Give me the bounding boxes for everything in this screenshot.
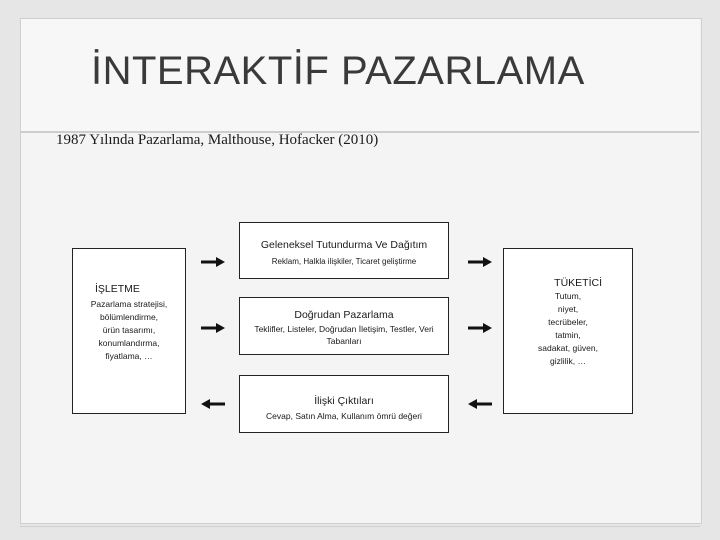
right-arrow-icon [467, 256, 493, 268]
business-line: ürün tasarımı, [102, 325, 156, 335]
consumer-line: niyet, [557, 304, 579, 314]
business-heading: İŞLETME [95, 283, 140, 295]
consumer-line: Tutum, [554, 291, 582, 301]
channel-box-direct [239, 297, 449, 355]
left-arrow-icon [200, 398, 226, 410]
channel-body: Reklam, Halkla ilişkiler, Ticaret geliştirme [271, 257, 417, 266]
channel-box-relationship [239, 375, 449, 433]
right-arrow-icon [200, 322, 226, 334]
business-line: Pazarlama stratejisi, [90, 299, 168, 309]
consumer-line: sadakat, güven, [537, 343, 598, 353]
divider [20, 526, 700, 527]
business-line: bölümlendirme, [99, 312, 159, 322]
subtitle: 1987 Yılında Pazarlama, Malthouse, Hofacker (2010) [56, 132, 379, 148]
channel-heading: Doğrudan Pazarlama [294, 309, 394, 321]
left-arrow-icon [467, 398, 493, 410]
page-title: İNTERAKTİF PAZARLAMA [91, 49, 585, 93]
channel-body: Teklifler, Listeler, Doğrudan İletişim, Testler, Veri Tabanları [254, 324, 434, 346]
channel-box-traditional [239, 222, 449, 279]
business-text [73, 298, 185, 363]
right-arrow-icon [467, 322, 493, 334]
business-line: konumlandırma, [98, 338, 160, 348]
consumer-line: gizlilik, … [550, 356, 586, 366]
consumer-text [504, 290, 632, 368]
channel-heading: Geleneksel Tutundurma Ve Dağıtım [260, 239, 428, 251]
channel-body: Cevap, Satın Alma, Kullanım ömrü değeri [266, 411, 422, 421]
consumer-line: tatmin, [555, 330, 581, 340]
channel-heading: İlişki Çıktıları [314, 395, 374, 407]
consumer-heading: TÜKETİCİ [554, 277, 602, 289]
right-arrow-icon [200, 256, 226, 268]
title-band [21, 19, 699, 133]
business-line: fiyatlama, … [105, 351, 153, 361]
consumer-line: tecrübeler, [548, 317, 588, 327]
consumer-box [503, 248, 633, 414]
business-box [72, 248, 186, 414]
